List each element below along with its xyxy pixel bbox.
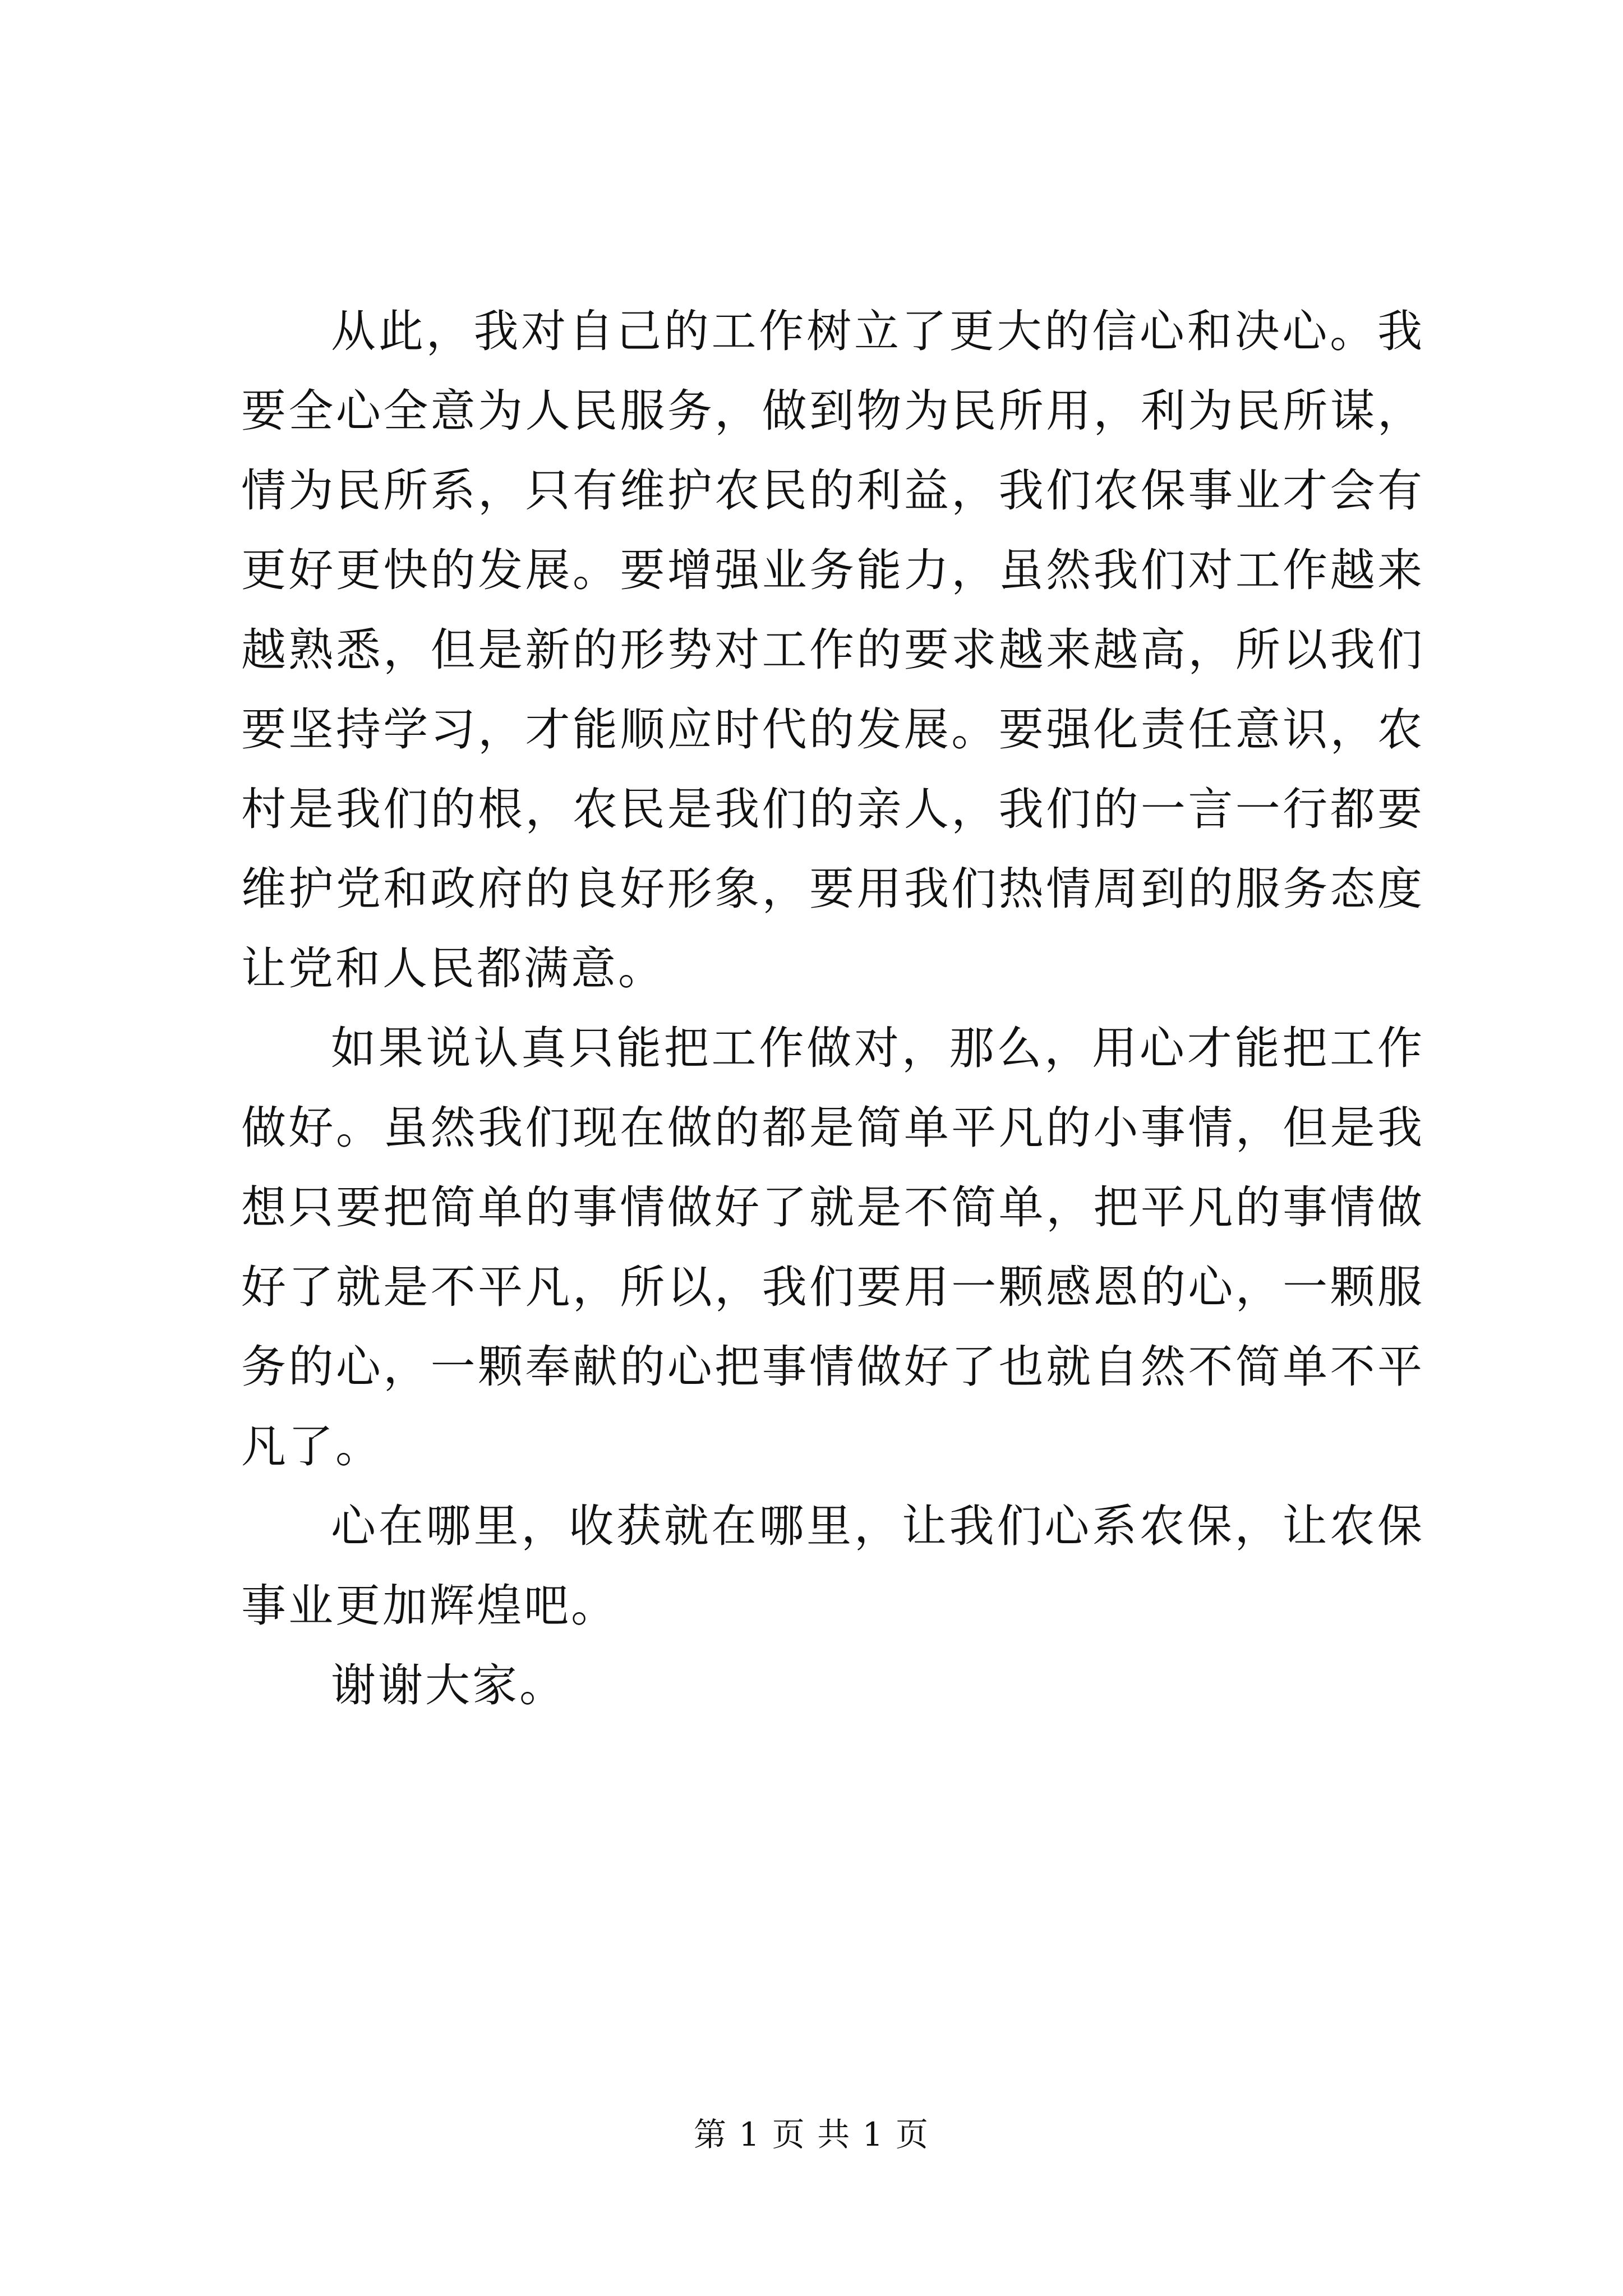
paragraph-1: 从此，我对自己的工作树立了更大的信心和决心。我要全心全意为人民服务，做到物为民所用，利为民所谋，情为民所系，只有维护农民的利益，我们农保事业才会有更好更快的发展。要增强业务能力，虽然我们对工作越来越熟悉，但是新的形势对工作的要求越来越高，所以我们要坚持学习，才能顺应时代的发展。要强化责任意识，农村是我们的根，农民是我们的亲人，我们的一言一行都要维护党和政府的良好形象，要用我们热情周到的服务态度让党和人民都满意。 bbox=[241, 305, 1424, 995]
document-body bbox=[241, 292, 1424, 1726]
page-footer: 第 1 页 共 1 页 bbox=[694, 2115, 929, 2154]
paragraph-3: 心在哪里，收获就在哪里，让我们心系农保，让农保事业更加辉煌吧。 bbox=[241, 1500, 1424, 1632]
paragraph-2: 如果说认真只能把工作做对，那么，用心才能把工作做好。虽然我们现在做的都是简单平凡的小事情，但是我想只要把简单的事情做好了就是不简单，把平凡的事情做好了就是不平凡，所以，我们要用一颗感恩的心，一颗服务的心，一颗奉献的心把事情做好了也就自然不简单不平凡了。 bbox=[241, 1022, 1424, 1473]
paragraph-4: 谢谢大家。 bbox=[331, 1659, 566, 1711]
